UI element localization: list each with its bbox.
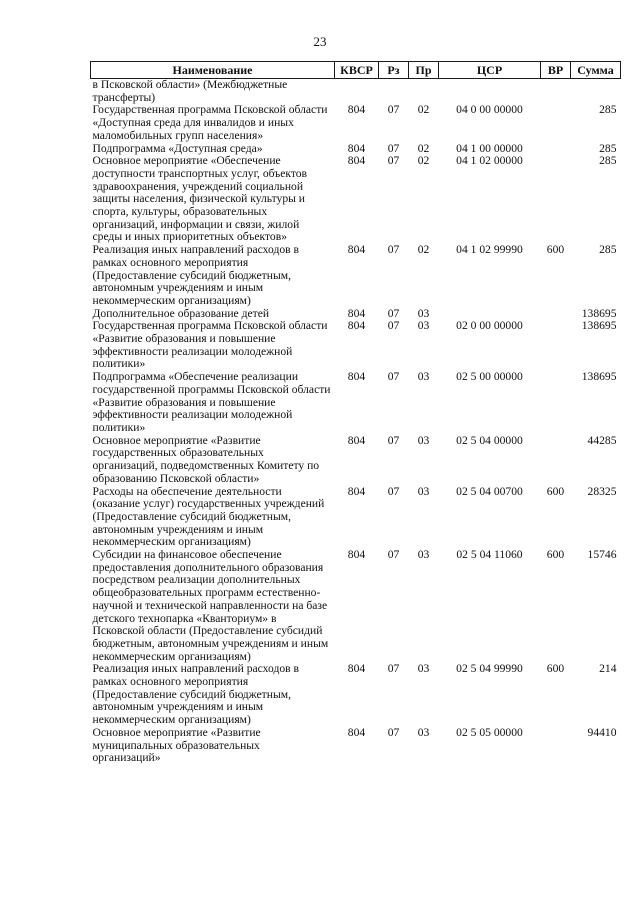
cell-vr: 600	[546, 243, 565, 257]
cell-csr	[439, 79, 541, 105]
cell-csr: 02 5 04 11060	[456, 548, 523, 562]
cell-rz: 07	[387, 725, 400, 739]
table-row	[91, 549, 621, 663]
budget-table	[90, 61, 621, 765]
table-row	[91, 244, 621, 308]
cell-rz: 07	[387, 243, 400, 257]
cell-pr: 02	[417, 103, 430, 117]
cell-pr: 03	[417, 725, 430, 739]
cell-sum: 138695	[581, 306, 617, 320]
cell-kvsr: 804	[347, 548, 366, 562]
cell-vr	[541, 79, 571, 105]
cell-kvsr: 804	[347, 154, 366, 168]
cell-kvsr: 804	[347, 103, 366, 117]
cell-name: Основное мероприятие «Развитие государственных образовательных организаций, подведомственных Комитету по образованию Псковской области»	[92, 433, 320, 485]
table-row	[91, 486, 621, 550]
cell-rz: 07	[387, 306, 400, 320]
cell-csr: 04 1 02 00000	[456, 154, 523, 168]
header-rz: Рз	[379, 62, 409, 79]
cell-vr	[541, 104, 571, 142]
table-row	[91, 727, 621, 765]
cell-pr	[409, 79, 439, 105]
cell-sum: 44285	[587, 433, 617, 447]
cell-name: Государственная программа Псковской области «Развитие образования и повышение эффективности реализации молодежной политики»	[92, 319, 328, 371]
cell-pr: 03	[417, 548, 430, 562]
table-row	[91, 320, 621, 371]
table-row	[91, 79, 621, 105]
cell-pr: 02	[417, 154, 430, 168]
cell-rz: 07	[387, 662, 400, 676]
cell-rz: 07	[387, 433, 400, 447]
header-csr: ЦСР	[439, 62, 541, 79]
cell-csr: 04 1 02 99990	[456, 243, 523, 257]
cell-kvsr: 804	[347, 141, 366, 155]
cell-kvsr: 804	[347, 725, 366, 739]
header-row	[91, 62, 621, 79]
cell-kvsr: 804	[347, 370, 366, 384]
cell-rz: 07	[387, 154, 400, 168]
cell-name: Реализация иных направлений расходов в рамках основного мероприятия (Предоставление субсидий бюджетным, автономным учреждениям и иным некоммерческим организациям)	[92, 243, 299, 307]
cell-csr: 02 5 05 00000	[456, 725, 523, 739]
cell-csr: 04 0 00 00000	[456, 103, 523, 117]
cell-kvsr	[335, 79, 379, 105]
cell-sum: 28325	[587, 484, 617, 498]
cell-name: Расходы на обеспечение деятельности (оказание услуг) государственных учреждений (Предоставление субсидий бюджетным, автономным учреждениям и иным некоммерческим организациям)	[92, 484, 325, 549]
cell-sum: 285	[599, 243, 617, 257]
cell-rz: 07	[387, 370, 400, 384]
cell-pr: 03	[417, 370, 430, 384]
cell-vr	[541, 143, 571, 156]
header-vr: ВР	[541, 62, 571, 79]
cell-vr	[541, 727, 571, 765]
page-number: 23	[313, 34, 327, 49]
cell-csr: 02 5 00 00000	[456, 370, 523, 384]
table-row	[91, 104, 621, 142]
cell-sum: 94410	[587, 725, 617, 739]
cell-sum: 138695	[581, 370, 617, 384]
cell-pr: 02	[417, 141, 430, 155]
cell-kvsr: 804	[347, 433, 366, 447]
cell-csr: 04 1 00 00000	[456, 141, 523, 155]
header-name: Наименование	[91, 62, 335, 79]
cell-sum: 15746	[587, 548, 617, 562]
cell-name: Подпрограмма «Доступная среда»	[92, 141, 263, 155]
table-row	[91, 371, 621, 435]
header-pr: Пр	[409, 62, 439, 79]
cell-rz: 07	[387, 548, 400, 562]
cell-kvsr: 804	[347, 306, 366, 320]
cell-rz: 07	[387, 484, 400, 498]
cell-sum: 214	[599, 662, 617, 676]
cell-vr	[541, 308, 571, 321]
cell-vr: 600	[546, 548, 565, 562]
cell-sum: 285	[599, 154, 617, 168]
cell-kvsr: 804	[347, 243, 366, 257]
table-row	[91, 155, 621, 244]
budget-table-container	[90, 61, 620, 765]
cell-rz: 07	[387, 319, 400, 333]
cell-rz: 07	[387, 103, 400, 117]
cell-name: Основное мероприятие «Развитие муниципальных образовательных организаций»	[92, 725, 261, 765]
cell-pr: 03	[417, 433, 430, 447]
cell-sum: 138695	[581, 319, 617, 333]
cell-name: Дополнительное образование детей	[92, 306, 270, 320]
cell-name: Основное мероприятие «Обеспечение доступности транспортных услуг, объектов здравоохранения, учреждений социальной защиты населения, физической культуры и спорта, культуры, образовательных организаций, информации и связи, жилой среды и иных приоритетных объектов»	[92, 154, 308, 244]
cell-pr: 02	[417, 243, 430, 257]
cell-name: в Псковской области» (Межбюджетные трансферты)	[92, 78, 288, 104]
cell-pr: 03	[417, 319, 430, 333]
cell-vr	[541, 320, 571, 371]
cell-csr: 02 5 04 00000	[456, 433, 523, 447]
cell-kvsr: 804	[347, 662, 366, 676]
cell-vr	[541, 371, 571, 435]
cell-rz	[379, 79, 409, 105]
cell-sum: 285	[599, 103, 617, 117]
cell-csr: 02 5 04 00700	[456, 484, 523, 498]
cell-pr: 03	[417, 306, 430, 320]
cell-csr: 02 5 04 99990	[456, 662, 523, 676]
cell-name: Реализация иных направлений расходов в рамках основного мероприятия (Предоставление субсидий бюджетным, автономным учреждениям и иным некоммерческим организациям)	[92, 662, 299, 727]
cell-name: Субсидии на финансовое обеспечение предоставления дополнительного образования посредством реализации дополнительных общеобразовательных программ естественно-научной и технической направленности на базе детского технопарка «Кванториум» в Псковской области (Предоставление субсидий бюджетным, автономным учреждениям и иным некоммерческим организациям)	[92, 548, 329, 663]
cell-pr: 03	[417, 484, 430, 498]
cell-sum: 285	[599, 141, 617, 155]
cell-name: Государственная программа Псковской области «Доступная среда для инвалидов и иных маломобильных групп населения»	[92, 103, 328, 142]
cell-pr: 03	[417, 662, 430, 676]
cell-vr: 600	[546, 484, 565, 498]
header-kvsr: КВСР	[335, 62, 379, 79]
table-row	[91, 663, 621, 727]
header-sum: Сумма	[571, 62, 621, 79]
cell-vr: 600	[546, 662, 565, 676]
cell-name: Подпрограмма «Обеспечение реализации государственной программы Псковской области «Развитие образования и повышение эффективности реализации молодежной политики»	[92, 370, 331, 434]
cell-kvsr: 804	[347, 319, 366, 333]
cell-sum	[571, 79, 621, 105]
cell-vr	[541, 435, 571, 486]
table-body	[91, 79, 621, 765]
table-header	[91, 62, 621, 79]
cell-vr	[541, 155, 571, 244]
cell-rz: 07	[387, 141, 400, 155]
cell-kvsr: 804	[347, 484, 366, 498]
table-row	[91, 435, 621, 486]
cell-csr: 02 0 00 00000	[456, 319, 523, 333]
